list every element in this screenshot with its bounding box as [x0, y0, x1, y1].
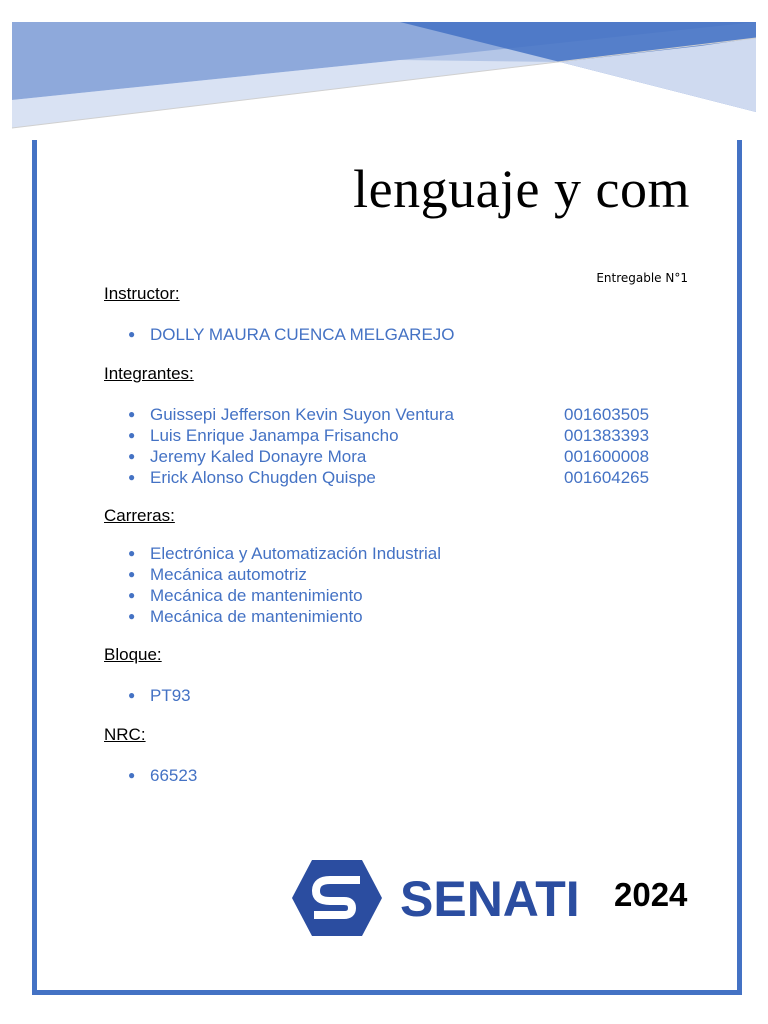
careers-section — [104, 506, 441, 627]
member-code: 001603505 — [564, 405, 650, 424]
list-item: ● Mecánica de mantenimiento — [128, 607, 363, 626]
bullet-icon: ● — [128, 588, 136, 602]
list-item — [104, 425, 650, 446]
logo-text: SENATI — [400, 871, 580, 927]
list-item: ● PT93 — [128, 686, 191, 705]
list-item: ● 66523 — [128, 766, 198, 785]
senati-logo-icon — [292, 860, 382, 936]
bullet-icon: ● — [128, 688, 136, 702]
block-list — [104, 685, 191, 706]
bullet-icon: ● — [128, 768, 136, 782]
bullet-icon: ● — [128, 407, 136, 421]
document-title: lenguaje y com — [353, 159, 690, 219]
members-section — [104, 364, 650, 488]
instructor-list — [104, 324, 455, 345]
list-item: ● Electrónica y Automatización Industrial — [128, 544, 442, 563]
nrc-section — [104, 725, 197, 786]
member-name: Luis Enrique Janampa Frisancho — [150, 426, 399, 445]
list-item — [104, 467, 650, 488]
bullet-icon: ● — [128, 327, 136, 341]
member-name: Erick Alonso Chugden Quispe — [150, 468, 376, 487]
member-code: 001383393 — [564, 426, 650, 445]
member-code: 001600008 — [564, 447, 650, 466]
year-label: 2024 — [614, 876, 688, 913]
nrc-heading: NRC: — [104, 725, 146, 744]
list-item: ● DOLLY MAURA CUENCA MELGAREJO — [128, 325, 455, 344]
list-item: ● Mecánica de mantenimiento — [128, 586, 363, 605]
senati-logo — [290, 858, 600, 938]
block-heading: Bloque: — [104, 645, 162, 664]
members-list — [104, 404, 650, 488]
careers-list — [104, 543, 441, 627]
deliverable-label: Entregable N°1 — [596, 271, 688, 285]
instructor-section — [104, 284, 455, 345]
instructor-heading: Instructor: — [104, 284, 180, 303]
header-banner — [0, 0, 768, 150]
member-name: Jeremy Kaled Donayre Mora — [150, 447, 367, 466]
bullet-icon: ● — [128, 470, 136, 484]
bullet-icon: ● — [128, 567, 136, 581]
members-heading: Integrantes: — [104, 364, 194, 383]
bullet-icon: ● — [128, 449, 136, 463]
careers-heading: Carreras: — [104, 506, 175, 525]
bullet-icon: ● — [128, 428, 136, 442]
list-item — [104, 404, 650, 425]
block-section — [104, 645, 191, 706]
bullet-icon: ● — [128, 609, 136, 623]
member-name: Guissepi Jefferson Kevin Suyon Ventura — [150, 405, 454, 424]
list-item — [104, 446, 650, 467]
list-item: ● Mecánica automotriz — [128, 565, 307, 584]
nrc-list — [104, 765, 197, 786]
bullet-icon: ● — [128, 546, 136, 560]
member-code: 001604265 — [564, 468, 650, 487]
